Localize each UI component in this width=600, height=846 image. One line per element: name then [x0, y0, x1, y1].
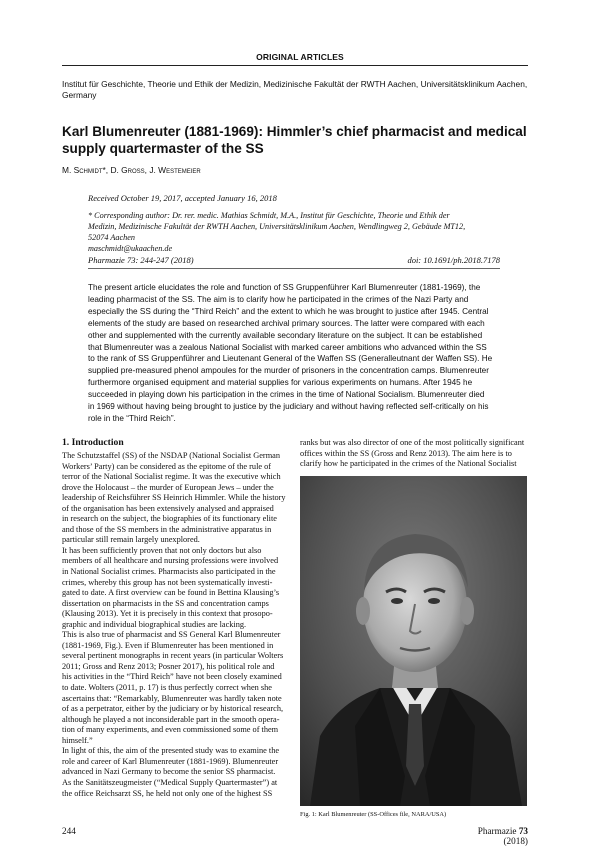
abstract-line: to the rank of SS Gruppenführer and Lieutenant General of the Waffen SS (Generalleutnant der Waffen SS). He: [88, 354, 493, 364]
section-heading: 1. Introduction: [62, 437, 124, 448]
abstract-line: especially the SS during the “Third Reich” and the extent to which he was brought to justice after 1945. Central: [88, 306, 489, 316]
text-line: tion of many experiments, and even commissioned some of them: [62, 725, 279, 735]
abstract-line: supplied pre-measured phenol ampoules for the murder of prisoners in the concentration camps. Blumenreuter: [88, 366, 489, 376]
text-line: role and career of Karl Blumenreuter (1881-1969). Blumenreuter: [62, 756, 279, 766]
text-line: clarify how he participated in the crimes of the National Socialist: [300, 459, 517, 469]
text-line: leadership of Reichsführer SS Heinrich Himmler. While the history: [62, 493, 286, 503]
text-line: As the Sanitätszeugmeister (“Medical Supply Quartermaster”) at: [62, 777, 278, 787]
authors-text: M. Schmidt*, D. Gross, J. Westemeier: [62, 165, 201, 175]
text-line: himself.”: [62, 735, 93, 745]
text-line: his activities in the “Third Reich” have not been closely examined: [62, 672, 282, 682]
figure-caption: Fig. 1: Karl Blumenreuter (SS-Offices file, NARA/USA): [300, 811, 447, 818]
text-line: several pertinent monographs in recent years (in particular Wolters: [62, 651, 284, 661]
text-line: drove the Holocaust – the murder of European Jews – under the: [62, 482, 274, 492]
text-line: in National Socialist crimes. Pharmacists also participated in the: [62, 567, 276, 577]
abstract-line: role in the “Third Reich”.: [88, 413, 176, 423]
abstract-line: elements of the study are based on researched archival primary sources. The latter were compared with each: [88, 318, 485, 328]
journal-year: (2018): [503, 836, 528, 846]
page-number: 244: [62, 826, 76, 836]
journal-volume: 73: [518, 826, 528, 836]
text-line: It has been sufficiently proven that not only doctors but also: [62, 545, 262, 555]
body-column-left: [62, 451, 289, 799]
article-title: Karl Blumenreuter (1881-1969): Himmler’s chief pharmacist and medical supply quartermaster of the SS: [62, 124, 527, 156]
text-line: in research on the subject, the biographies of its functionary elite: [62, 514, 277, 524]
text-line: In light of this, the aim of the presented study was to examine the: [62, 746, 280, 756]
text-line: and those of the SS members in the administrative apparatus in: [62, 524, 272, 534]
portrait-photo-icon: [300, 476, 527, 806]
abstract-line: in 1969 without having being brought to justice by the judiciary and without having reflected self-critically on his: [88, 402, 489, 412]
text-line: terror of the National Socialist regime. It was the executive which: [62, 472, 281, 482]
correspondence: [88, 210, 500, 254]
abstract-line: furthermore organised equipment and material supplies for various experiments on humans. After 1945 he: [88, 378, 473, 388]
text-line: gated to date. A first overview can be found in Bettina Klausing’s: [62, 588, 280, 598]
correspondence-line: 52074 Aachen: [88, 233, 135, 242]
text-line: 2011; Gross and Renz 2013; Posner 2017), his political role and: [62, 661, 275, 671]
text-line: ascertains that: “Remarkably, Blumenreuter was hardly taken note: [62, 693, 282, 703]
text-line: Workers’ Party) can be considered as the epitome of the rule of: [62, 461, 272, 471]
figure-photo: [300, 476, 527, 806]
text-line: offices within the SS (Gross and Renz 2013). The aim here is to: [300, 448, 512, 458]
meta-rule: [88, 268, 500, 269]
text-line: graphic and individual biographical studies are lacking.: [62, 619, 247, 629]
text-line: (Klausing 2013). Yet it is precisely in this context that prosopo-: [62, 609, 273, 619]
text-line: to date. Wolters (2011, p. 17) is thus perfectly correct when she: [62, 683, 272, 693]
text-line: although he played a not inconsiderable part in the smooth opera-: [62, 714, 280, 724]
correspondence-line: * Corresponding author: Dr. rer. medic. Mathias Schmidt, M.A., Institut für Geschichte, Theorie und Ethik der: [88, 211, 450, 220]
received-date: Received October 19, 2017, accepted January 16, 2018: [88, 193, 277, 203]
abstract-line: that Blumenreuter was a zealous National Socialist with marked career ambitions who advanced within the SS: [88, 342, 487, 352]
citation: Pharmazie 73: 244-247 (2018): [88, 255, 194, 265]
text-line: particular still remain largely unexplored.: [62, 535, 200, 545]
text-line: The Schutzstaffel (SS) of the NSDAP (National Socialist German: [62, 451, 280, 460]
text-line: This is also true of pharmacist and SS General Karl Blumenreuter: [62, 630, 281, 640]
header-rule: [62, 65, 528, 66]
abstract-line: succeeded in playing down his participation in the crimes in the time of National Socialism. Blumenreuter died: [88, 390, 485, 400]
abstract-line: The present article elucidates the role and function of SS Gruppenführer Karl Blumenreuter (1881-1969), the: [88, 283, 481, 292]
abstract-line: leading pharmacist of the SS. The aim is to clarify how he participated in the crimes of the Nazi Party and: [88, 294, 469, 304]
authors: [62, 165, 542, 175]
correspondence-email[interactable]: maschmidt@ukaachen.de: [88, 244, 173, 253]
text-line: dissertation on pharmacists in the SS and concentration camps: [62, 598, 269, 608]
text-line: (1881-1969, Fig.). Even if Blumenreuter has been mentioned in: [62, 640, 274, 650]
abstract: [88, 282, 500, 425]
text-line: advanced in Nazi Germany to become the senior SS pharmacist.: [62, 767, 276, 777]
text-line: ranks but was also director of one of the most politically significant: [300, 438, 525, 447]
doi[interactable]: doi: 10.1691/ph.2018.7178: [407, 255, 500, 265]
text-line: crimes, whereby this group has not been systematically investi-: [62, 577, 273, 587]
affiliation: Institut für Geschichte, Theorie und Ethik der Medizin, Medizinische Fakultät der RWTH Aachen, Universitätsklinikum Aachen, Germany: [62, 79, 528, 100]
abstract-line: other and supplemented with the currently available secondary literature on the subject. It can be established: [88, 330, 483, 340]
text-line: of the organisation has been extensively analysed and appraised: [62, 503, 274, 513]
text-line: members of all healthcare and nursing professions were involved: [62, 556, 279, 566]
section-label: ORIGINAL ARTICLES: [256, 52, 344, 62]
journal-footer: [452, 826, 528, 846]
body-column-right: [300, 438, 527, 470]
journal-name: Pharmazie: [477, 826, 517, 836]
text-line: the office Reichsarzt SS, he held not only one of the highest SS: [62, 788, 273, 798]
correspondence-line: Medizin, Medizinische Fakultät der RWTH Aachen, Universitätsklinikum Aachen, Wendlingweg 2, Gebäude MT12,: [88, 222, 466, 231]
text-line: of as a perpetrator, either by the judiciary or by historical research,: [62, 704, 284, 714]
